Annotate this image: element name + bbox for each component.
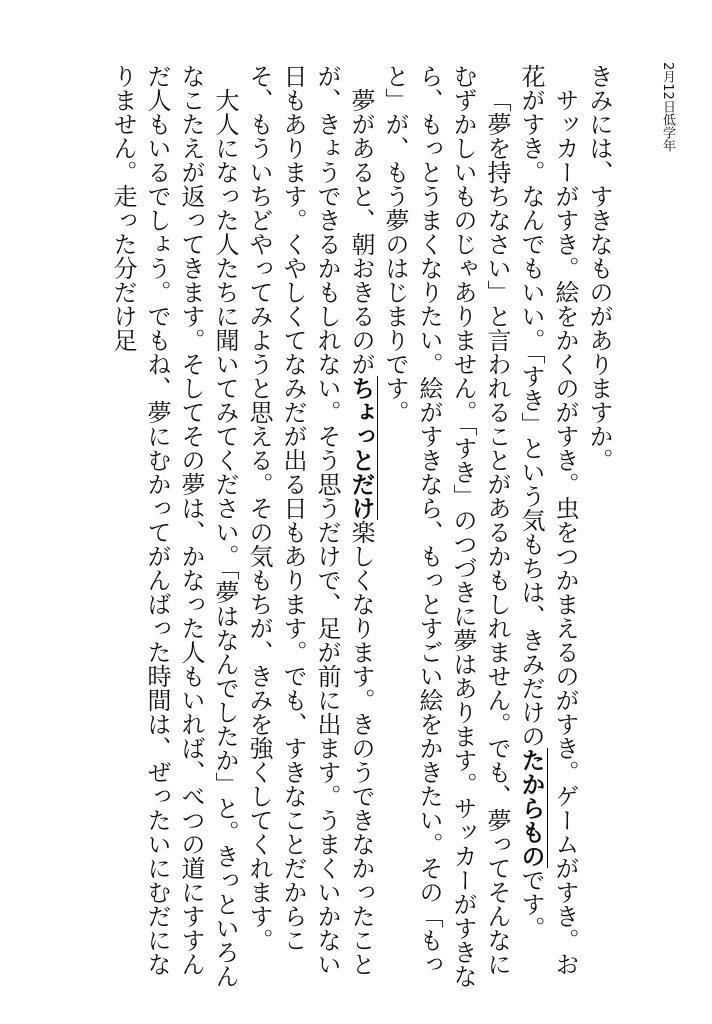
text-segment: です。 — [517, 868, 545, 940]
text-segment: 夢があると、朝おきるのが — [347, 88, 375, 376]
paragraph-3 — [378, 64, 514, 994]
text-segment: サッカーがすき。絵をかくのがすき。虫をつかまえるのがすき。ゲームがすき。お花がすき。なんでもいい。「すき」という気もちは、きみだけの — [517, 64, 579, 976]
paragraph-1 — [582, 64, 616, 994]
paragraph-2 — [514, 64, 582, 994]
body-text — [56, 64, 616, 994]
text-segment: 楽しくなります。きのうできなかったことが、きょうできるかもしれない。そう思うだけで、足が前に出ます。うまくいかない日もあります。くやしくてなみだが出る日もあります。でも、すきなことだからこそ、もういちどやってみようと思える。その気もちが、きみを強くしてくれます。 — [245, 64, 375, 976]
paragraph-4 — [242, 64, 378, 994]
emphasis-text: ちょっとだけ — [347, 376, 376, 520]
text-segment: 大人になった人たちに聞いてみてください。「夢はなんでしたか」と。きっといろんなこたえが返ってきます。そしてその夢は、かなった人もいれば、べつの道にすすんだ人もいるでしょう。でもね、夢にむかってがんばった時間は、ぜったいにむだになりません。走った分だけ足 — [109, 64, 239, 988]
text-segment: きみには、すきなものがありますか。 — [585, 64, 613, 472]
paragraph-5 — [106, 64, 242, 994]
date-label: 2月12日低学年 — [660, 62, 675, 152]
emphasis-text: たからもの — [517, 748, 546, 868]
text-segment: 「夢を持ちなさい」と言われることがあるかもしれません。でも、夢ってそんなにむずかしいものじゃありません。「すき」のつづきに夢はあります。サッカーがすきなら、もっとうまくなりたい。絵がすきなら、もっとすごい絵をかきたい。その「もっと」が、もう夢のはじまりです。 — [381, 64, 511, 988]
